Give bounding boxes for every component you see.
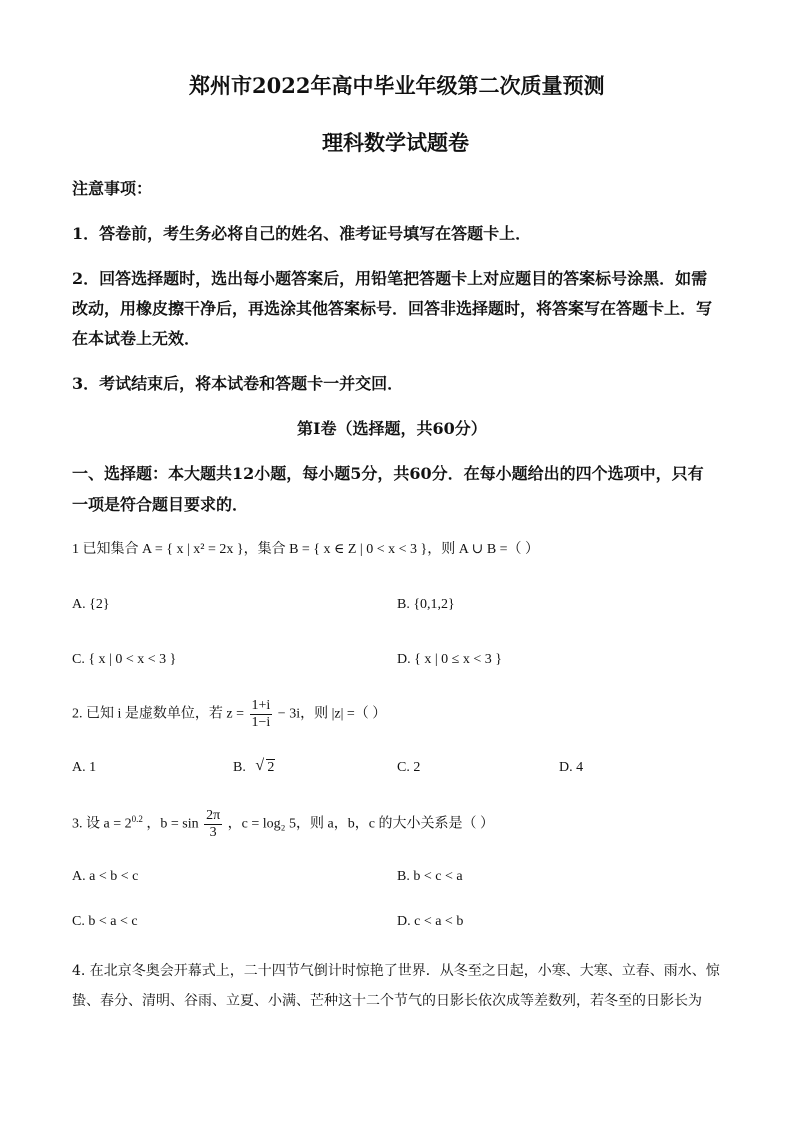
question-3-stem xyxy=(72,808,494,841)
question-3-fraction-denominator: 3 xyxy=(209,825,217,840)
section-title: 第Ⅰ卷（选择题，共60分） xyxy=(297,419,487,438)
notice-heading: 注意事项： xyxy=(72,179,153,198)
question-3-option-d: D. c < a < b xyxy=(397,914,464,929)
question-4-line-1: 4. 在北京冬奥会开幕式上，二十四节气倒计时惊艳了世界．从冬至之日起，小寒、大寒、立春、雨水、惊 xyxy=(72,963,720,979)
question-2-fraction-numerator: 1+i xyxy=(251,698,271,713)
question-1-option-b: B. {0,1,2} xyxy=(397,597,455,612)
question-3-option-c: C. b < a < c xyxy=(72,914,138,929)
question-2-stem xyxy=(72,698,386,731)
notice-item-2-line-3: 在本试卷上无效． xyxy=(72,329,201,348)
question-3-fraction-numerator: 2π xyxy=(206,808,221,823)
question-2-option-d: D. 4 xyxy=(559,760,584,775)
question-3-exponent: 0.2 xyxy=(131,814,143,825)
question-2-stem-pre: 2. 已知 i 是虚数单位，若 z = xyxy=(72,706,244,722)
question-4-line-2: 蛰、春分、清明、谷雨、立夏、小满、芒种这十二个节气的日影长依次成等差数列，若冬至的日影长为 xyxy=(72,993,702,1009)
square-root-icon: √ 2 xyxy=(255,757,275,775)
question-1-option-a: A. {2} xyxy=(72,597,110,612)
question-3-fraction xyxy=(204,808,222,841)
question-1-option-d: D. { x | 0 ≤ x < 3 } xyxy=(397,652,502,667)
notice-item-1: 1．答卷前，考生务必将自己的姓名、准考证号填写在答题卡上． xyxy=(72,224,532,243)
question-2-stem-post: − 3i，则 |z| =（ ） xyxy=(277,706,387,722)
question-2-option-b xyxy=(233,757,275,776)
question-2-option-b-value: 2 xyxy=(267,760,275,775)
section-intro-line-2: 一项是符合题目要求的． xyxy=(72,495,249,514)
question-1-stem: 1 已知集合 A = { x | x² = 2x }，集合 B = { x ∈ Z | 0 < x < 3 }，则 A ∪ B =（ ） xyxy=(72,542,540,557)
question-2-option-b-label: B. xyxy=(233,760,246,775)
question-3-option-a: A. a < b < c xyxy=(72,869,139,884)
question-2-fraction-denominator: 1−i xyxy=(251,715,271,730)
notice-item-2-line-1: 2．回答选择题时，选出每小题答案后，用铅笔把答题卡上对应题目的答案标号涂黑．如需 xyxy=(72,269,708,288)
notice-item-3: 3．考试结束后，将本试卷和答题卡一并交回． xyxy=(72,374,404,393)
question-2-fraction xyxy=(250,698,273,731)
question-2-option-c: C. 2 xyxy=(397,760,421,775)
question-1-option-c: C. { x | 0 < x < 3 } xyxy=(72,652,177,667)
exam-title: 郑州市2022年高中毕业年级第二次质量预测 xyxy=(189,73,605,98)
question-3-stem-mid: ，b = sin xyxy=(146,816,199,832)
section-intro-line-1: 一、选择题：本大题共12小题，每小题5分，共60分．在每小题给出的四个选项中，只有 xyxy=(72,464,704,483)
question-3-stem-pre: 3. 设 a = 2 xyxy=(72,816,132,832)
question-3-option-b: B. b < c < a xyxy=(397,869,463,884)
exam-subtitle: 理科数学试题卷 xyxy=(322,130,469,155)
question-2-option-a: A. 1 xyxy=(72,760,97,775)
question-3-stem-post: ，c = log₂ 5，则 a，b，c 的大小关系是（ ） xyxy=(227,816,494,832)
notice-item-2-line-2: 改动，用橡皮擦干净后，再选涂其他答案标号．回答非选择题时，将答案写在答题卡上．写 xyxy=(72,299,713,318)
